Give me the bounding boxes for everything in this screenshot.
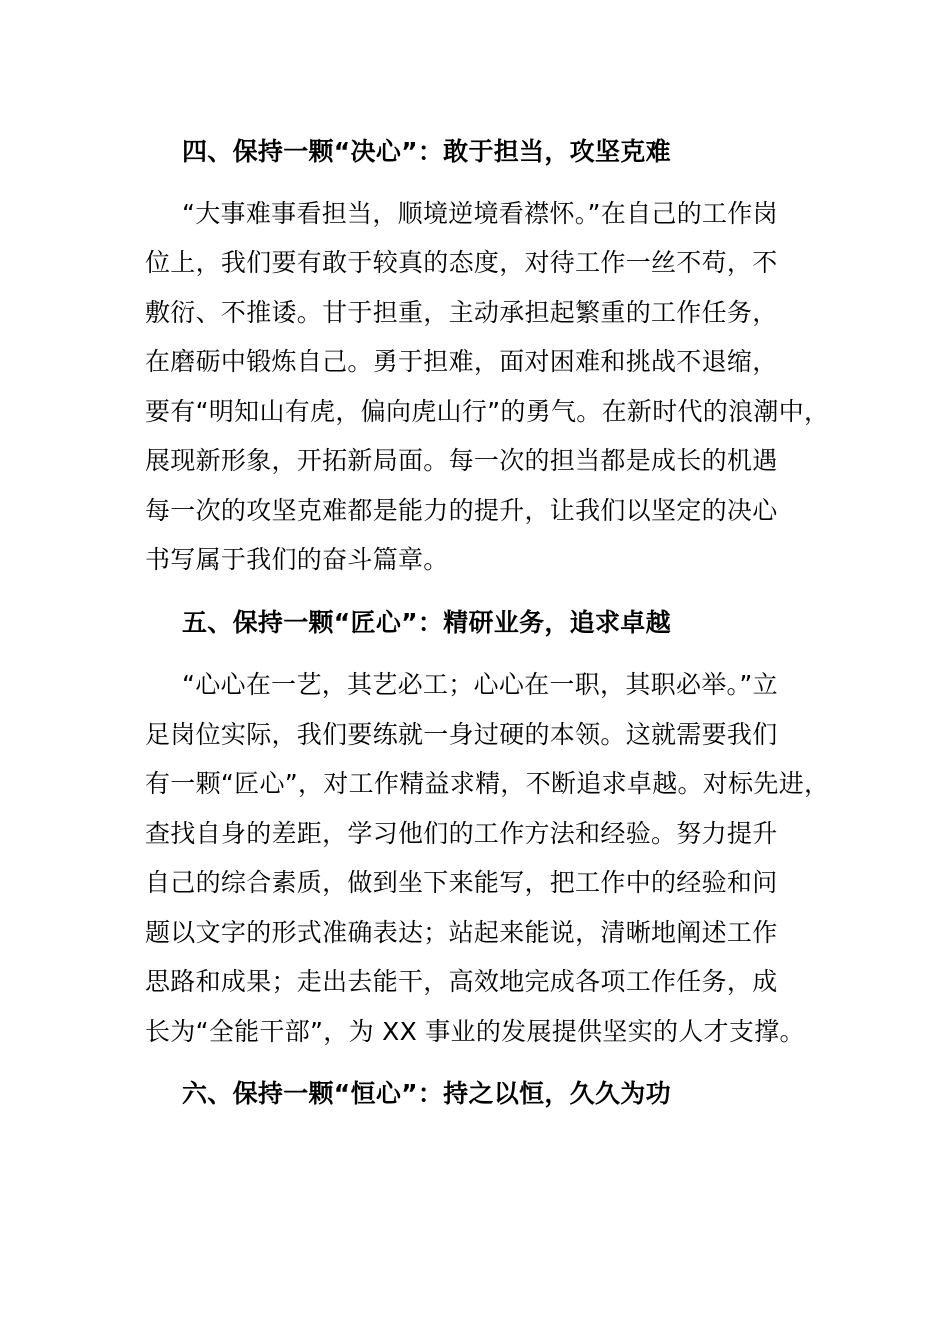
paragraph-line: 位上，我们要有敢于较真的态度，对待工作一丝不苟，不 [145, 248, 778, 277]
paragraph-line: 敷衍、不推诿。甘于担重，主动承担起繁重的工作任务， [145, 298, 778, 327]
paragraph-line: 每一次的攻坚克难都是能力的提升，让我们以坚定的决心 [145, 496, 778, 525]
paragraph-line: 书写属于我们的奋斗篇章。 [145, 545, 449, 574]
paragraph-line: 查找自身的差距，学习他们的工作方法和经验。努力提升 [145, 819, 778, 848]
paragraph-line: 在磨砺中锻炼自己。勇于担难，面对困难和挑战不退缩， [145, 347, 778, 376]
section-heading: 四、保持一颗“决心”：敢于担当，攻坚克难 [182, 137, 671, 166]
paragraph-line: “大事难事看担当，顺境逆境看襟怀。”在自己的工作岗 [182, 199, 778, 228]
paragraph-line: 展现新形象，开拓新局面。每一次的担当都是成长的机遇 [145, 446, 778, 475]
section-heading: 六、保持一颗“恒心”：持之以恒，久久为功 [182, 1079, 671, 1108]
paragraph-line: “心心在一艺，其艺必工；心心在一职，其职必举。”立 [182, 670, 778, 699]
paragraph-line: 题以文字的形式准确表达；站起来能说，清晰地阐述工作 [145, 918, 778, 947]
section-heading: 五、保持一颗“匠心”：精研业务，追求卓越 [182, 608, 671, 637]
paragraph-line: 有一颗“匠心”，对工作精益求精，不断追求卓越。对标先进， [145, 769, 830, 798]
paragraph-line: 长为“全能干部”，为 XX 事业的发展提供坚实的人才支撑。 [145, 1017, 805, 1046]
paragraph-line: 要有“明知山有虎，偏向虎山行”的勇气。在新时代的浪潮中， [145, 397, 830, 426]
paragraph-line: 足岗位实际，我们要练就一身过硬的本领。这就需要我们 [145, 720, 778, 749]
paragraph-line: 思路和成果；走出去能干，高效地完成各项工作任务，成 [145, 967, 778, 996]
paragraph-line: 自己的综合素质，做到坐下来能写，把工作中的经验和问 [145, 868, 778, 897]
